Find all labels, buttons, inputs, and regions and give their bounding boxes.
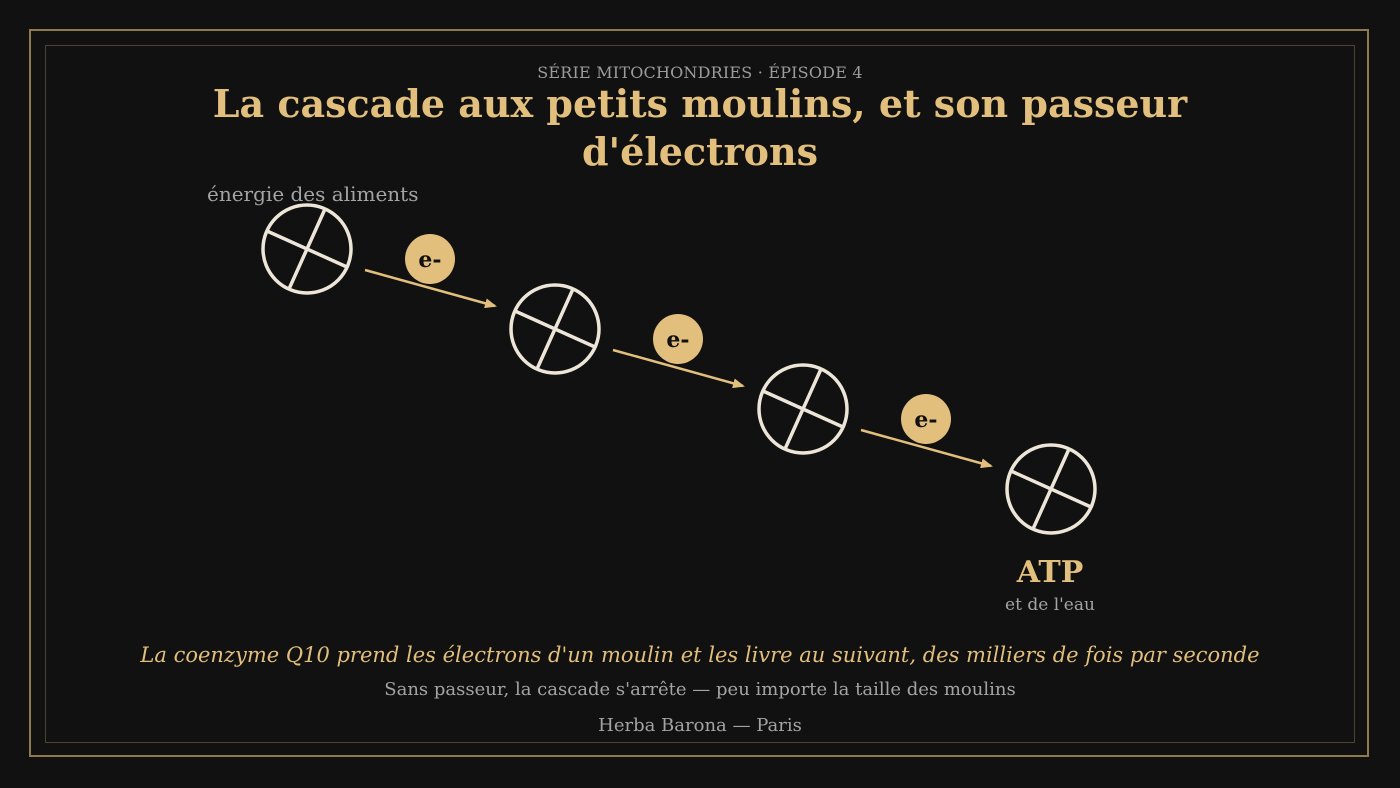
mill-wheel-icon xyxy=(511,285,599,373)
electron-badge xyxy=(653,314,703,364)
subcaption: Sans passeur, la cascade s'arrête — peu importe la taille des moulins xyxy=(384,679,1016,700)
source-label: énergie des aliments xyxy=(207,182,419,206)
mill-wheel-icon xyxy=(263,205,351,293)
electron-label: e- xyxy=(418,247,442,273)
electron-badge xyxy=(405,234,455,284)
electron-label: e- xyxy=(914,407,938,433)
caption: La coenzyme Q10 prend les électrons d'un moulin et les livre au suivant, des milliers de fois par seconde xyxy=(140,643,1260,667)
mill-wheel-icon xyxy=(759,365,847,453)
mill-wheel-icon xyxy=(1007,445,1095,533)
output-sublabel: et de l'eau xyxy=(1005,595,1095,615)
footer-credit: Herba Barona — Paris xyxy=(598,715,802,736)
series-label: SÉRIE MITOCHONDRIES · ÉPISODE 4 xyxy=(537,63,863,82)
page-title: La cascade aux petits moulins, et son passeur d'électrons xyxy=(212,81,1188,174)
electron-label: e- xyxy=(666,327,690,353)
output-label: ATP xyxy=(1016,555,1084,590)
electron-badge xyxy=(901,394,951,444)
